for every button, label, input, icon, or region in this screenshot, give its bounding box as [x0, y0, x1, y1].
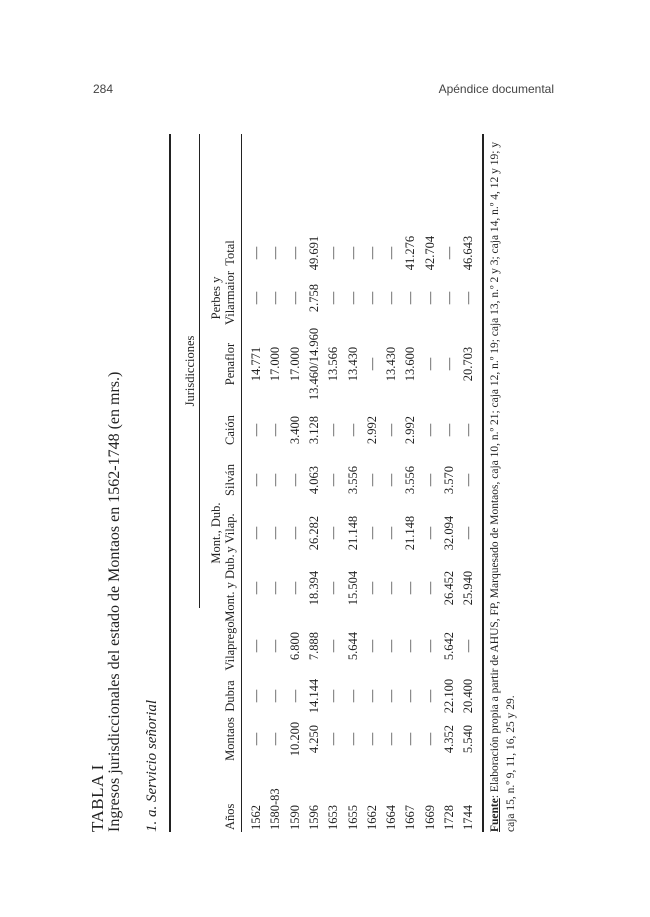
table-cell: 15.504: [345, 570, 360, 606]
table-cell: —: [384, 689, 399, 703]
table-cell: —: [326, 473, 341, 487]
table-cell: —: [422, 689, 437, 703]
table-cell: —: [403, 291, 418, 305]
table-cell: 22.100: [442, 678, 456, 714]
table-cell: —: [384, 639, 399, 653]
table-cell: 6.800: [287, 631, 302, 661]
table-cell: —: [461, 639, 476, 653]
column-header: Montaos: [223, 717, 237, 761]
table-cell: —: [326, 689, 341, 703]
table-cell: —: [384, 246, 399, 260]
table-cell: —: [249, 732, 263, 746]
table-cell: 5.644: [345, 631, 360, 661]
page-number: 284: [93, 82, 114, 96]
table-cell: 20.703: [461, 346, 476, 382]
column-header: Años: [223, 803, 237, 830]
table-cell: 3.556: [403, 465, 418, 495]
table-cell: 2.758: [306, 283, 321, 313]
table-cell: —: [326, 581, 341, 595]
table-cell: —: [345, 246, 360, 260]
table-cell: —: [249, 526, 263, 540]
table-cell: 10.200: [287, 721, 302, 757]
table-cell: 13.600: [403, 346, 418, 382]
row-year: 1562: [249, 805, 263, 830]
table-cell: 49.691: [306, 235, 321, 271]
row-year: 1669: [422, 805, 437, 830]
table-cell: —: [422, 639, 437, 653]
table-cell: —: [249, 291, 263, 305]
table-cell: 3.556: [345, 465, 360, 495]
running-head: [0, 82, 650, 102]
table-cell: —: [345, 689, 360, 703]
table-cell: —: [422, 473, 437, 487]
table-cell: 2.992: [403, 415, 418, 445]
table-cell: —: [422, 732, 437, 746]
table-cell: —: [249, 246, 263, 260]
table-cell: —: [268, 732, 283, 746]
table-cell: —: [384, 526, 399, 540]
table-cell: 13.430: [384, 346, 399, 382]
table-cell: —: [268, 291, 283, 305]
table-cell: 25.940: [461, 570, 476, 606]
row-year: 1655: [345, 805, 360, 830]
table-cell: —: [364, 473, 379, 487]
table-cell: —: [326, 423, 341, 437]
table-cell: —: [249, 689, 263, 703]
table-cell: 17.000: [287, 346, 302, 382]
row-year: 1744: [461, 805, 476, 830]
table-bottom-rule: [482, 134, 484, 832]
table-cell: —: [364, 246, 379, 260]
rotated-table-block: [88, 112, 528, 832]
footnote-text: : Elaboración propia a partir de AHUS, FP, Marquesado de Montaos, caja 10, n.º 21; caja 12, n.º 19; caja 13, n.º 2 y 3; caja 14, n.º 4, 12 y 19; y caja 15, n.º 9, 11, 16, 25 y 29.: [489, 141, 517, 832]
table-cell: —: [326, 246, 341, 260]
section-title: Apéndice documental: [438, 82, 554, 96]
table-cell: —: [461, 291, 476, 305]
table-cell: —: [268, 423, 283, 437]
table-cell: —: [345, 423, 360, 437]
row-year: 1667: [403, 805, 418, 830]
table-cell: —: [461, 526, 476, 540]
table-cell: —: [345, 291, 360, 305]
table-cell: 7.888: [306, 631, 321, 661]
row-year: 1662: [364, 805, 379, 830]
table-title: Ingresos jurisdiccionales del estado de Montaos en 1562-1748 (en mrs.): [106, 371, 123, 832]
table-cell: —: [249, 581, 263, 595]
table-cell: —: [364, 291, 379, 305]
row-year: 1590: [287, 805, 302, 830]
table-cell: 42.704: [422, 235, 437, 271]
table-cell: 5.540: [461, 724, 476, 754]
table-cell: 26.452: [442, 570, 456, 606]
table-cell: 13.566: [326, 346, 341, 382]
table-cell: —: [287, 689, 302, 703]
row-year: 1664: [384, 805, 399, 830]
row-year: 1728: [442, 805, 456, 830]
table-cell: —: [268, 246, 283, 260]
table-cell: 18.394: [306, 570, 321, 606]
table-cell: —: [249, 423, 263, 437]
table-cell: —: [364, 526, 379, 540]
table-cell: —: [422, 423, 437, 437]
table-cell: —: [268, 526, 283, 540]
table-top-rule: [169, 134, 171, 832]
column-header: Mont., Dub. y Vilap.: [209, 502, 237, 564]
table-cell: 4.063: [306, 465, 321, 495]
table-cell: —: [364, 732, 379, 746]
table-cell: —: [442, 357, 456, 371]
table-cell: —: [461, 473, 476, 487]
table-cell: —: [249, 473, 263, 487]
table-cell: 2.992: [364, 415, 379, 445]
table-cell: —: [268, 473, 283, 487]
table-cell: 17.000: [268, 346, 283, 382]
table-cell: 21.148: [403, 515, 418, 551]
table-cell: 14.771: [249, 346, 263, 382]
table-cell: —: [384, 581, 399, 595]
table-header-rule: [241, 134, 242, 832]
table-cell: —: [442, 423, 456, 437]
table-cell: —: [364, 357, 379, 371]
table-cell: —: [268, 689, 283, 703]
footnote-label: Fuente: [489, 798, 501, 832]
table-cell: —: [287, 291, 302, 305]
table-cell: —: [287, 246, 302, 260]
table-cell: 4.352: [442, 724, 456, 754]
table-label: TABLA I: [88, 764, 107, 832]
table-cell: —: [384, 291, 399, 305]
table-cell: —: [326, 732, 341, 746]
table-cell: 20.400: [461, 678, 476, 714]
table-cell: —: [287, 581, 302, 595]
table-cell: —: [422, 357, 437, 371]
table-cell: —: [364, 689, 379, 703]
table-cell: 3.400: [287, 415, 302, 445]
table-cell: —: [287, 526, 302, 540]
column-header: Penaflor: [223, 342, 237, 386]
table-cell: 21.148: [345, 515, 360, 551]
column-header: Mont. y Dub.: [223, 554, 237, 622]
table-cell: 3.570: [442, 465, 456, 495]
table-cell: —: [403, 689, 418, 703]
row-year: 1596: [306, 805, 321, 830]
table-cell: 26.282: [306, 515, 321, 551]
table-cell: —: [442, 246, 456, 260]
table-cell: 13.460/14.960: [306, 327, 321, 401]
table-cell: —: [422, 526, 437, 540]
table-cell: —: [384, 423, 399, 437]
table-cell: —: [461, 423, 476, 437]
table-cell: —: [403, 732, 418, 746]
table-cell: —: [364, 639, 379, 653]
row-year: 1653: [326, 805, 341, 830]
table-cell: —: [249, 639, 263, 653]
table-cell: —: [384, 473, 399, 487]
table-cell: —: [287, 473, 302, 487]
table-cell: —: [403, 581, 418, 595]
table-cell: —: [268, 639, 283, 653]
table-cell: —: [364, 581, 379, 595]
table-cell: 13.430: [345, 346, 360, 382]
footnote: [487, 132, 519, 832]
table-cell: 46.643: [461, 235, 476, 271]
column-header: Caión: [223, 415, 237, 445]
table-cell: 4.250: [306, 724, 321, 754]
table-cell: —: [442, 291, 456, 305]
table-cell: —: [345, 732, 360, 746]
jurisdicciones-group-header: Jurisdicciones: [183, 335, 197, 407]
table-cell: 5.642: [442, 631, 456, 661]
table-cell: —: [326, 291, 341, 305]
subsection-title: 1. a. Servicio señorial: [144, 699, 160, 832]
table-cell: 41.276: [403, 235, 418, 271]
row-year: 1580-83: [268, 788, 283, 830]
table-cell: —: [384, 732, 399, 746]
column-header: Perbes y Vilarmaior: [209, 270, 237, 326]
table-cell: 14.144: [306, 678, 321, 714]
table-cell: —: [326, 526, 341, 540]
column-header: Silván: [223, 464, 237, 496]
table-cell: —: [326, 639, 341, 653]
table-cell: —: [268, 581, 283, 595]
column-header: Total: [223, 240, 237, 266]
table-cell: —: [422, 291, 437, 305]
table-cell: 32.094: [442, 515, 456, 551]
group-header-rule: [199, 134, 200, 608]
column-header: Vilaprego: [223, 621, 237, 671]
table-cell: 3.128: [306, 415, 321, 445]
table-cell: —: [403, 639, 418, 653]
table-cell: —: [422, 581, 437, 595]
column-header: Dubra: [223, 680, 237, 712]
